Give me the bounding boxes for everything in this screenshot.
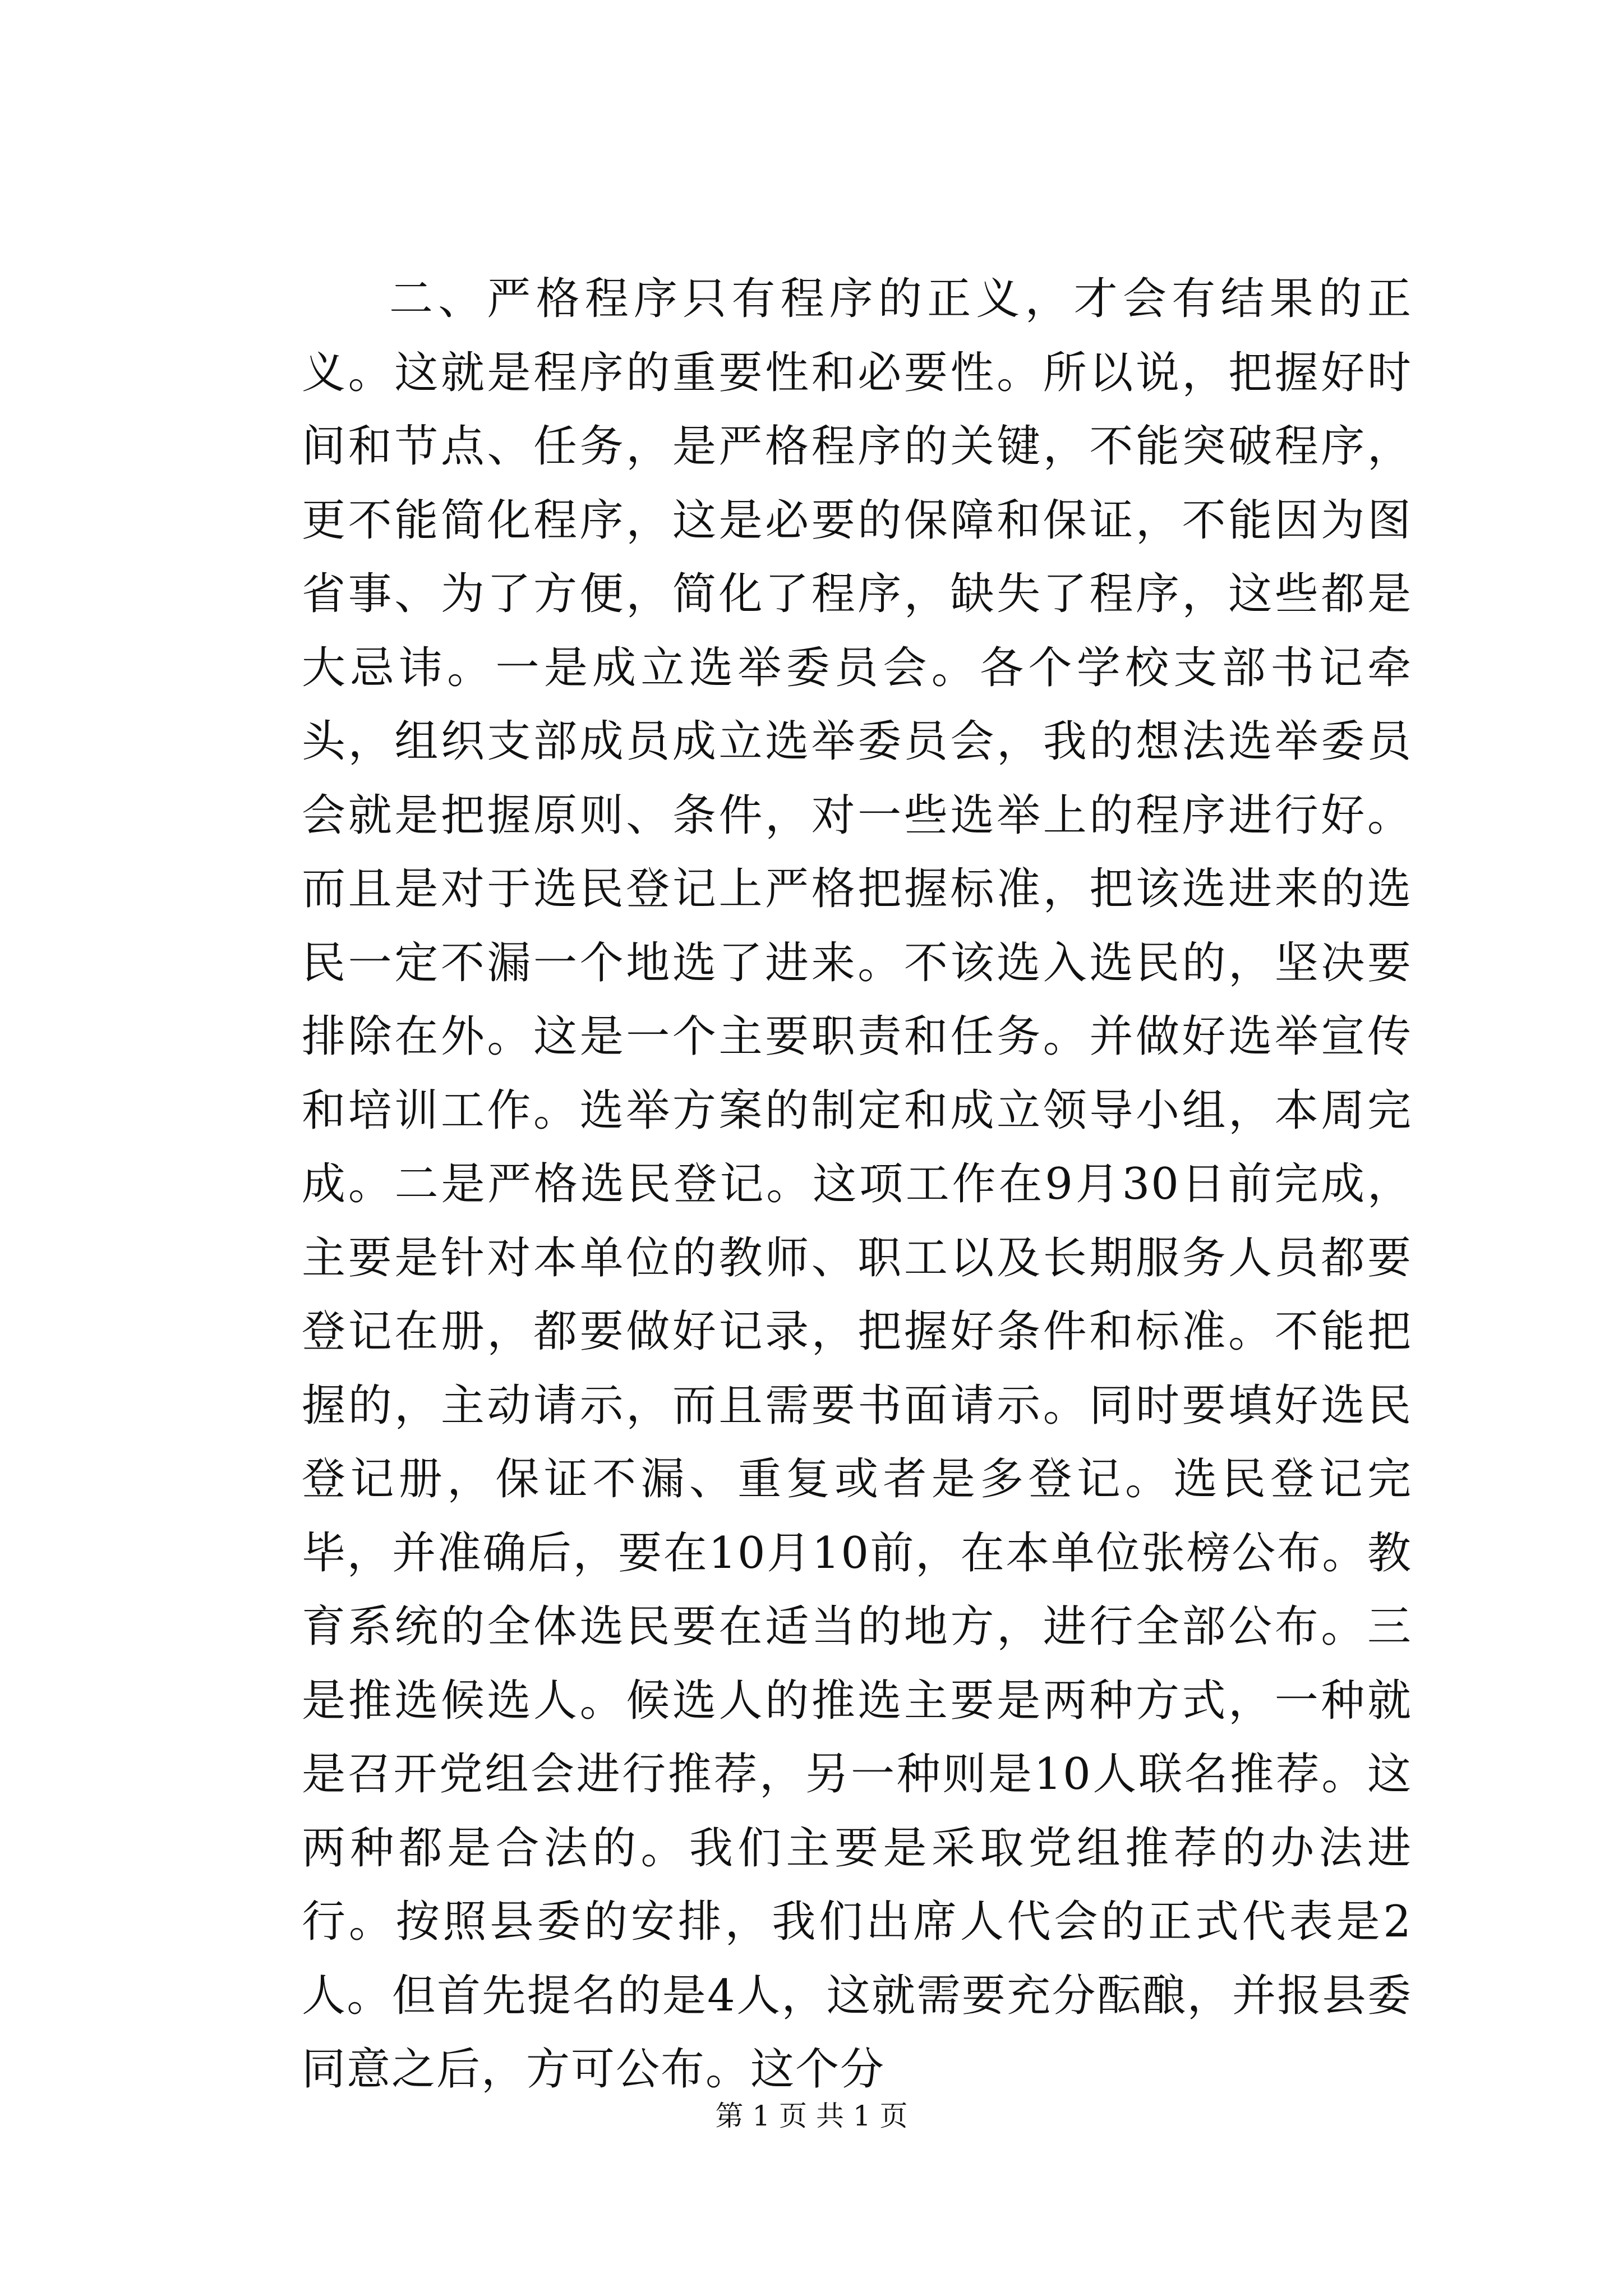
body-paragraph: 二、严格程序只有程序的正义，才会有结果的正义。这就是程序的重要性和必要性。所以说，把握好时间和节点、任务，是严格程序的关键，不能突破程序，更不能简化程序，这是必要的保障和保证，不能因为图省事、为了方便，简化了程序，缺失了程序，这些都是大忌讳。一是成立选举委员会。各个学校支部书记牵头，组织支部成员成立选举委员会，我的想法选举委员会就是把握原则、条件，对一些选举上的程序进行好。而且是对于选民登记上严格把握标准，把该选进来的选民一定不漏一个地选了进来。不该选入选民的，坚决要排除在外。这是一个主要职责和任务。并做好选举宣传和培训工作。选举方案的制定和成立领导小组，本周完成。二是严格选民登记。这项工作在9月30日前完成，主要是针对本单位的教师、职工以及长期服务人员都要登记在册，都要做好记录，把握好条件和标准。不能把握的，主动请示，而且需要书面请示。同时要填好选民登记册，保证不漏、重复或者是多登记。选民登记完毕，并准确后，要在10月10前，在本单位张榜公布。教育系统的全体选民要在适当的地方，进行全部公布。三是推选候选人。候选人的推选主要是两种方式，一种就是召开党组会进行推荐，另一种则是10人联名推荐。这两种都是合法的。我们主要是采取党组推荐的办法进行。按照县委的安排，我们出席人代会的正式代表是2人。但首先提名的是4人，这就需要充分酝酿，并报县委同意之后，方可公布。这个分 — [302, 274, 1412, 2095]
page-footer: 第 1 页 共 1 页 — [715, 2100, 908, 2132]
